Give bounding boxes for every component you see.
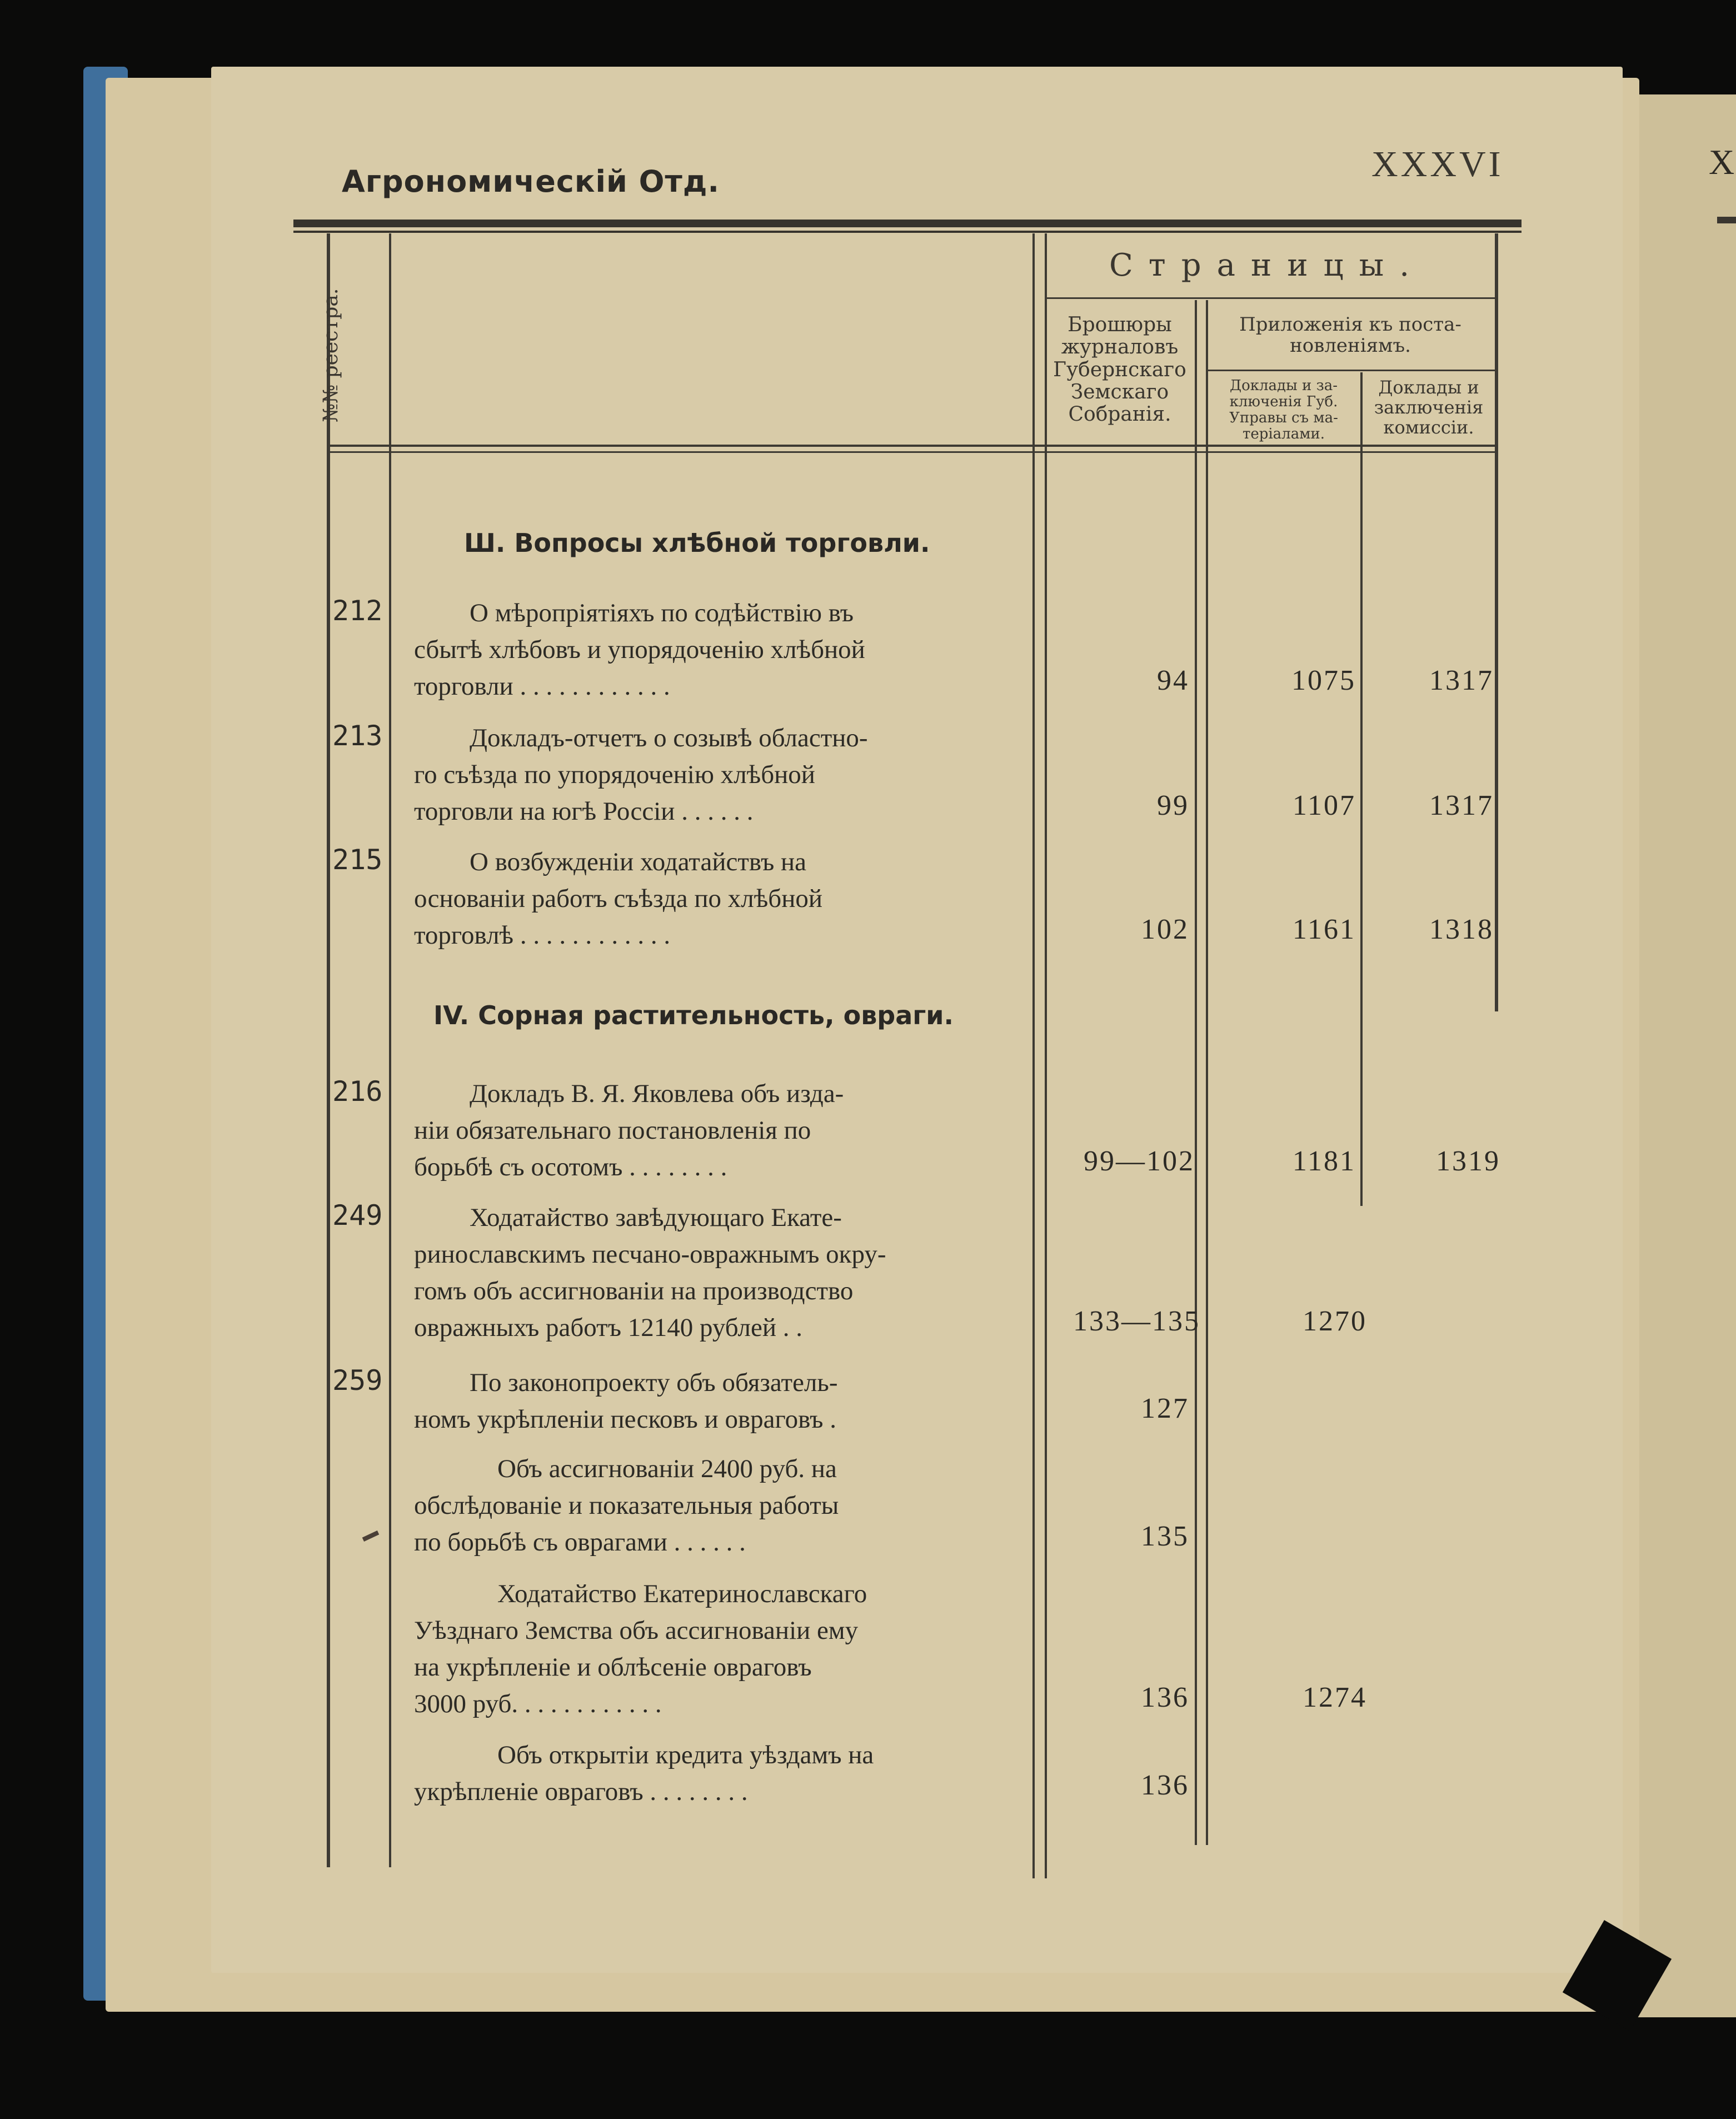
uprava-reports-column-header <box>1207 378 1360 442</box>
header-line: новленіямъ. <box>1290 335 1411 357</box>
entry-line: 3000 руб. . . . . . . . . . . . <box>414 1689 662 1718</box>
entry-line: Объ открытіи кредита уѣздамъ на <box>497 1741 874 1769</box>
brochure-page: 133—135 <box>1073 1305 1200 1337</box>
entry-text <box>414 1737 1020 1810</box>
uprava-page: 1274 <box>1303 1682 1367 1713</box>
brochure-page: 99—102 <box>1084 1145 1195 1177</box>
entry-line: торговлѣ . . . . . . . . . . . . <box>414 921 671 950</box>
commission-reports-column-header <box>1363 378 1495 437</box>
header-rule-thin <box>293 231 1522 233</box>
header-line: комиссіи. <box>1383 416 1474 438</box>
header-line: Доклады и <box>1378 377 1479 398</box>
registry-number: 213 <box>332 720 383 752</box>
commission-page: 1317 <box>1429 665 1494 696</box>
pages-column-header: Страницы. <box>1109 247 1425 283</box>
brochure-page: 136 <box>1141 1769 1189 1801</box>
uprava-page: 1181 <box>1292 1145 1356 1177</box>
registry-number: 249 <box>332 1199 383 1231</box>
brochures-column-header <box>1045 314 1195 426</box>
table-divider-brochure-2 <box>1206 300 1208 1845</box>
entry-line: Ходатайство завѣдующаго Екате- <box>470 1203 842 1232</box>
entry-line: Ходатайство Екатеринославскаго <box>497 1579 867 1608</box>
commission-page: 1319 <box>1436 1145 1500 1177</box>
entry-line: обслѣдованіе и показательныя работы <box>414 1491 839 1520</box>
entry-text <box>414 720 1020 830</box>
entry-line: Уѣзднаго Земства объ ассигнованіи ему <box>414 1616 859 1645</box>
entry-line: борьбѣ съ осотомъ . . . . . . . . <box>414 1153 727 1181</box>
header-line: Управы съ ма- <box>1229 410 1338 427</box>
entry-text <box>414 1199 1020 1346</box>
registry-number: 212 <box>332 595 383 627</box>
entry-text <box>414 595 1020 705</box>
brochure-page: 99 <box>1157 790 1189 821</box>
entry-line: основаніи работъ съѣзда по хлѣбной <box>414 884 822 913</box>
entry-line: номъ укрѣпленіи песковъ и овраговъ . <box>414 1405 836 1434</box>
category-heading: IV. Сорная растительность, овраги. <box>433 1000 954 1030</box>
header-bottom-rule-2 <box>327 451 1496 453</box>
entry-text <box>414 844 1020 954</box>
entry-text <box>414 1075 1020 1185</box>
entry-line: торговли . . . . . . . . . . . . <box>414 672 670 701</box>
entry-line: Докладъ В. Я. Яковлева объ изда- <box>470 1079 844 1108</box>
entry-line: по борьбѣ съ оврагами . . . . . . <box>414 1528 746 1557</box>
entry-line: ринославскимъ песчано-овражнымъ окру- <box>414 1240 886 1269</box>
uprava-page: 1270 <box>1303 1305 1367 1337</box>
entry-line: ніи обязательнаго постановленія по <box>414 1116 811 1145</box>
entry-text <box>414 1364 1020 1438</box>
header-rule <box>293 220 1522 227</box>
entry-line: О возбужденіи ходатайствъ на <box>470 847 807 876</box>
registry-number: 216 <box>332 1075 383 1108</box>
header-line: заключенія <box>1374 396 1484 418</box>
entry-line: Объ ассигнованіи 2400 руб. на <box>497 1454 837 1483</box>
entry-text <box>414 1575 1020 1722</box>
facing-page <box>1628 94 1736 2017</box>
commission-page: 1317 <box>1429 790 1494 821</box>
header-line: теріалами. <box>1242 426 1325 443</box>
uprava-page: 1107 <box>1292 790 1356 821</box>
header-line: Собранія. <box>1068 403 1171 426</box>
table-divider-registry <box>389 233 391 1867</box>
entry-line: овражныхъ работъ 12140 рублей . . <box>414 1313 802 1342</box>
brochure-page: 136 <box>1141 1682 1189 1713</box>
registry-number: 215 <box>332 844 383 876</box>
page-heading: Агрономическій Отд. <box>342 164 720 199</box>
table-border-right <box>1495 233 1498 1011</box>
header-bottom-rule <box>327 445 1496 447</box>
header-line: Доклады и за- <box>1229 377 1338 394</box>
uprava-page: 1161 <box>1292 914 1356 945</box>
entry-line: гомъ объ ассигнованіи на производство <box>414 1277 854 1305</box>
header-line: ключенія Губ. <box>1229 393 1338 411</box>
brochure-page: 135 <box>1141 1520 1189 1552</box>
table-divider-text-2 <box>1045 233 1047 1878</box>
category-heading: Ш. Вопросы хлѣбной торговли. <box>464 528 930 558</box>
facing-page-rule <box>1717 217 1736 223</box>
appendices-column-header <box>1206 314 1495 356</box>
header-line: Брошюры <box>1067 313 1172 336</box>
brochure-page: 94 <box>1157 665 1189 696</box>
entry-line: О мѣропріятіяхъ по содѣйствію въ <box>470 599 854 627</box>
entry-line: укрѣпленіе овраговъ . . . . . . . . <box>414 1777 748 1806</box>
pages-header-rule <box>1045 297 1495 299</box>
facing-page-number: X <box>1709 142 1735 182</box>
table-divider-brochure <box>1195 300 1197 1845</box>
table-border-left <box>327 233 330 1867</box>
entry-line: По законопроекту объ обязатель- <box>470 1368 838 1397</box>
commission-page: 1318 <box>1429 914 1494 945</box>
table-divider-text <box>1032 233 1035 1878</box>
brochure-page: 102 <box>1141 914 1189 945</box>
appendix-header-rule <box>1206 370 1495 371</box>
header-line: журналовъ <box>1061 336 1179 359</box>
entry-line: на укрѣпленіе и облѣсеніе овраговъ <box>414 1653 812 1682</box>
page-number: XXXVI <box>1371 144 1504 185</box>
uprava-page: 1075 <box>1291 665 1356 696</box>
entry-line: сбытѣ хлѣбовъ и упорядоченію хлѣбной <box>414 635 865 664</box>
registry-number: 259 <box>332 1364 383 1397</box>
entry-line: го съѣзда по упорядоченію хлѣбной <box>414 760 815 789</box>
entry-text <box>414 1450 1020 1560</box>
header-line: Губернскаго <box>1053 358 1186 381</box>
registry-column-header: №№ реестра. <box>320 288 342 422</box>
header-line: Приложенія къ поста- <box>1239 313 1461 336</box>
entry-line: торговли на югѣ Россіи . . . . . . <box>414 797 754 826</box>
header-line: Земскаго <box>1070 380 1169 403</box>
table-divider-appendix <box>1360 372 1363 1206</box>
brochure-page: 127 <box>1141 1393 1189 1424</box>
entry-line: Докладъ-отчетъ о созывѣ областно- <box>470 724 868 752</box>
